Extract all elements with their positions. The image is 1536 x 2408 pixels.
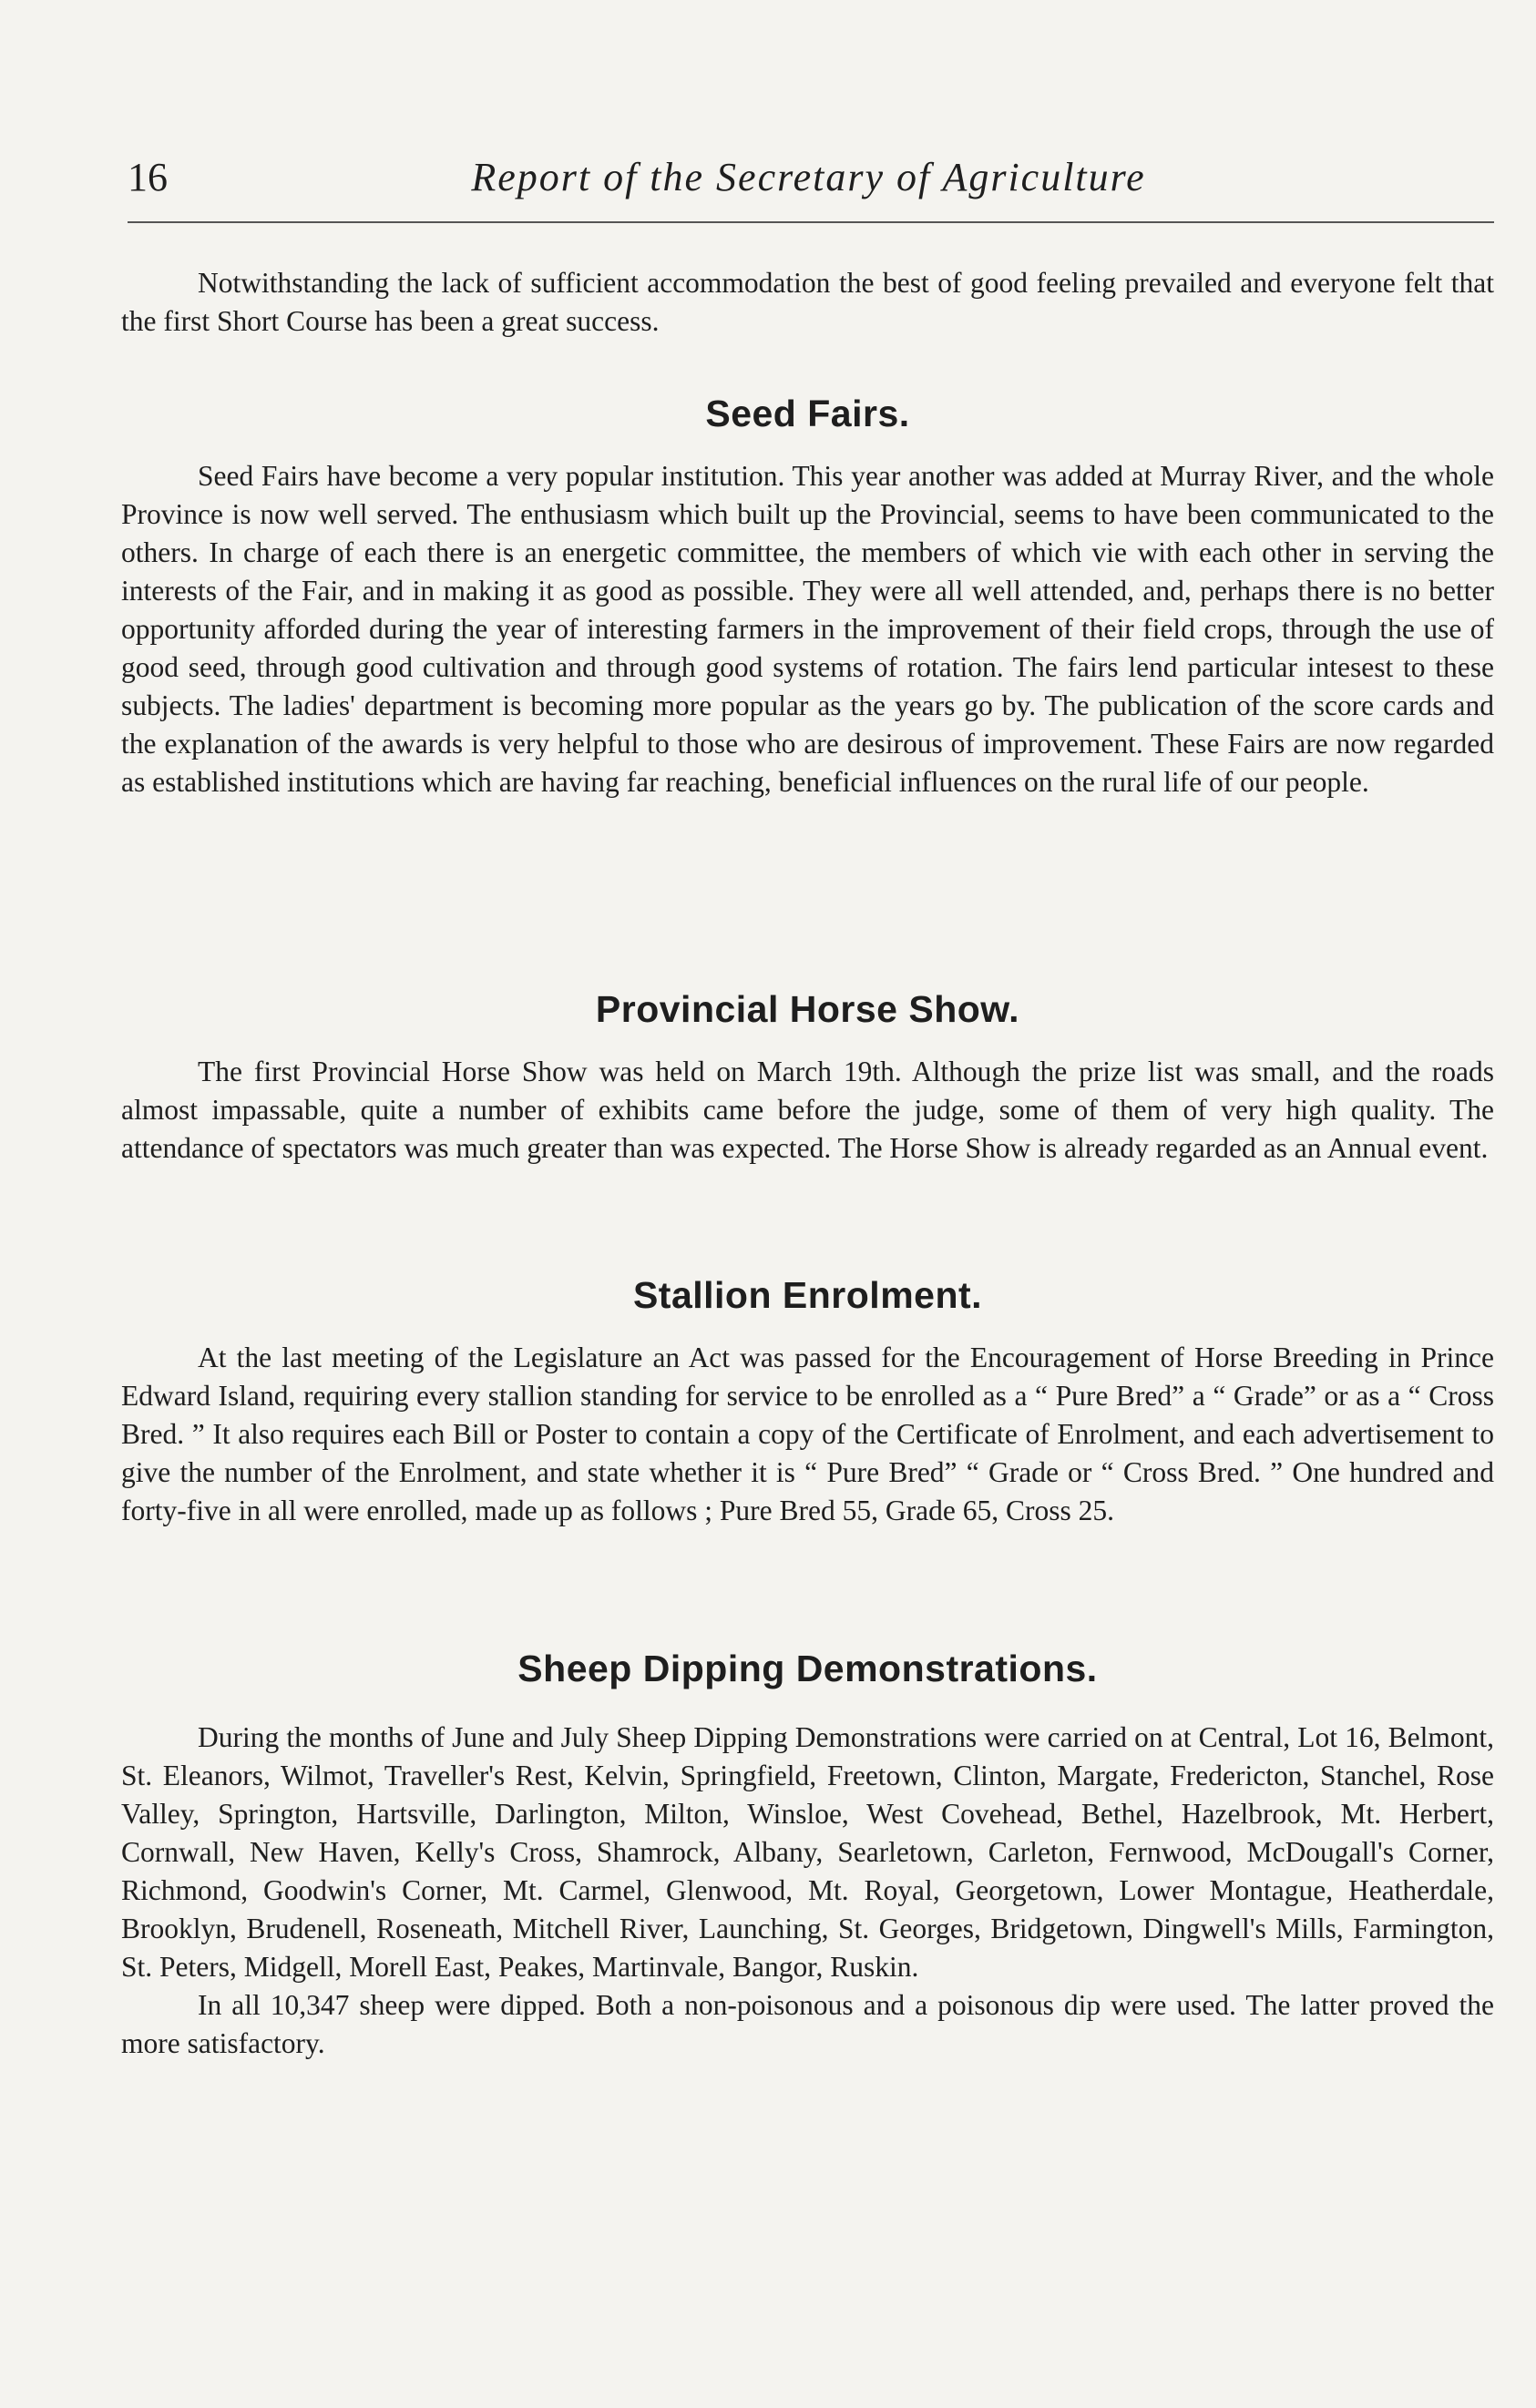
paragraph: At the last meeting of the Legislature an Act was passed for the Encouragement of Horse Breeding in Prince Edward Island, requiring every stallion standing for service to be enrolled as a “ Pure Bred” a “ Grade” or as a “ Cross Bred. ” It also requires each Bill or Poster to contain a copy of the Certificate of Enrolment, and each advertisement to give the number of the Enrolment, and state whether it is “ Pure Bred” “ Grade or “ Cross Bred. ” One hundred and forty-five in all were enrolled, made up as follows ; Pure Bred 55, Grade 65, Cross 25. [121,1342,1494,1526]
section-body-provincial-horse-show [121,1053,1494,1168]
intro-paragraph: Notwithstanding the lack of sufficient accommodation the best of good feeling prevailed and everyone felt that the first Short Course has been a great success. [121,267,1494,337]
section-body-stallion-enrolment [121,1339,1494,1530]
page-header [123,150,1494,205]
running-title: Report of the Secretary of Agriculture [471,155,1146,199]
section-body-sheep-dipping-demonstrations [121,1719,1494,2063]
header-rule [128,221,1494,223]
section-heading-provincial-horse-show: Provincial Horse Show. [595,988,1020,1030]
paragraph: The first Provincial Horse Show was held on March 19th. Although the prize list was small, and the roads almost impassable, quite a number of exhibits came before the judge, some of them of very high quality. The attendance of spectators was much greater than was expected. The Horse Show is already regarded as an Annual event. [121,1056,1494,1164]
page-number: 16 [128,155,168,199]
section-heading-seed-fairs: Seed Fairs. [705,393,910,434]
section-heading-sheep-dipping-demonstrations: Sheep Dipping Demonstrations. [517,1648,1098,1689]
section-body-seed-fairs [121,457,1494,801]
section-heading-stallion-enrolment: Stallion Enrolment. [632,1274,983,1316]
paragraph: Seed Fairs have become a very popular institution. This year another was added at Murray River, and the whole Province is now well served. The enthusiasm which built up the Provincial, seems to have been communicated to the others. In charge of each there is an energetic committee, the members of which vie with each other in serving the interests of the Fair, and in making it as good as possible. They were all well attended, and, perhaps there is no better opportunity afforded during the year of interesting farmers in the improvement of their field crops, through the use of good seed, through good cultivation and through good systems of rotation. The fairs lend particular intesest to these subjects. The ladies' department is becoming more popular as the years go by. The publication of the score cards and the explanation of the awards is very helpful to those who are desirous of improvement. These Fairs are now regarded as established institutions which are having far reaching, beneficial influences on the rural life of our people. [121,460,1494,798]
intro-section [121,264,1494,341]
paragraph: In all 10,347 sheep were dipped. Both a non-poisonous and a poisonous dip were used. The latter proved the more satisfactory. [121,1989,1494,2059]
paragraph: During the months of June and July Sheep Dipping Demonstrations were carried on at Central, Lot 16, Belmont, St. Eleanors, Wilmot, Traveller's Rest, Kelvin, Springfield, Freetown, Clinton, Margate, Fredericton, Stanchel, Rose Valley, Springton, Hartsville, Darlington, Milton, Winsloe, West Covehead, Bethel, Hazelbrook, Mt. Herbert, Cornwall, New Haven, Kelly's Cross, Shamrock, Albany, Searletown, Carleton, Fernwood, McDougall's Corner, Richmond, Goodwin's Corner, Mt. Carmel, Glenwood, Mt. Royal, Georgetown, Lower Montague, Heatherdale, Brooklyn, Brudenell, Roseneath, Mitchell River, Launching, St. Georges, Bridgetown, Dingwell's Mills, Farmington, St. Peters, Midgell, Morell East, Peakes, Martinvale, Bangor, Ruskin. [121,1721,1494,1983]
